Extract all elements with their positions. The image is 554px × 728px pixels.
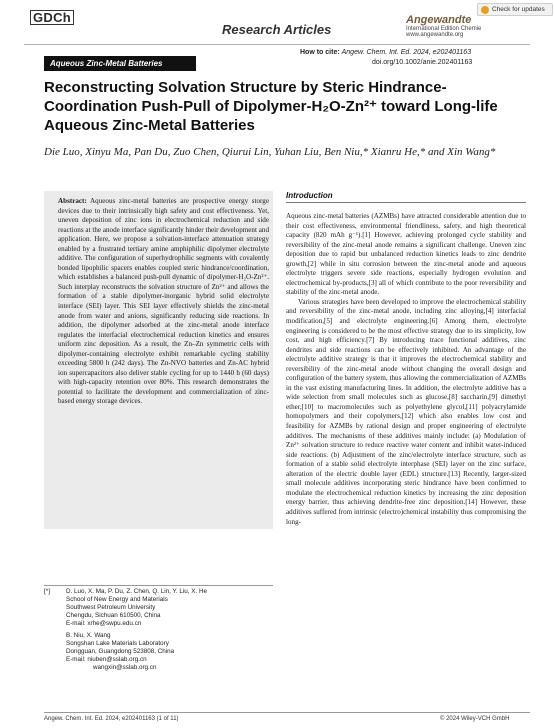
topic-tag: Aqueous Zinc-Metal Batteries: [44, 56, 196, 71]
affiliation-b-names: B. Niu, X. Wang: [66, 632, 111, 639]
abstract-label: Abstract:: [58, 197, 87, 205]
affiliation-a-line2: Southwest Petroleum University: [66, 604, 156, 611]
journal-logo: [406, 14, 516, 38]
journal-sub: International Edition Chemie: [406, 26, 482, 32]
check-for-updates-button[interactable]: [477, 3, 553, 16]
section-title: Research Articles: [222, 22, 332, 37]
affiliation-a-names: D. Luo, X. Ma, P. Du, Z. Chen, Q. Lin, Y. Liu, X. He: [66, 588, 208, 595]
footer-divider: [44, 712, 530, 713]
abstract-text: Aqueous zinc-metal batteries are prospective energy storge devices due to their intrinsically high safety and cost effectiveness. Yet, uneven deposition of zinc ions in electrochemical reduction and side reactions at the anode interface significantly hinder their development and application. Here, we propose a solvation-interface attenuation strategy enabled by a frustrated tertiary amine amphiphilic dipolymer electrolyte additive. The configuration of superhydrophilic segments with covalently bonded lipophilic spacers enables coupled steric hindrance/coordination, which establishes a balanced push-pull dynamic of dipolymer-H₂O-Zn²⁺. Such interplay reconstructs the solvation structure of Zn²⁺ and allows the formation of a stable dipolymer-inorganic hybrid solid electrolyte interface (SEI) layer. This SEI layer effectively shields the zinc-metal anode from water and anions, significantly reducing side reactions. In addition, the dipolymer adsorbed at the zinc-metal anode interface regulates the interfacial electrochemical reduction kinetics and ensures uniform zinc deposition. As a result, the Zn–Zn symmetric cells with dipolymer-containing electrolyte exhibit remarkable cycling stability exceeding 5800 h (242 days). The Zn-NVO batteries and Zn-AC hybrid ion supercapacitors also deliver stable cycling for up to 1440 h (60 days) with high-capacity retention over 80%. This research demonstrates the potential to facilitate the development and commercialization of zinc-based energy storage devices.: [58, 197, 269, 406]
affiliation-mark: [*]: [44, 588, 50, 595]
check-for-updates-label: Check for updates: [492, 6, 545, 13]
intro-paragraph-2: Various strategies have been developed to improve the electrochemical stability and reversibility of the zinc-metal anode, including zinc alloying,[4] interfacial modification,[5] and electrolyte engineering.[6] Among them, electrolyte engineering is considered to be the most effective strategy due to its simplicity, low cost, and high efficiency.[7] By introducing trace functional additives, zinc dendrites and side reactions can be effectively inhibited. An advantage of the electrolyte additive strategy is that it improves the electrochemical stability and reversibility of the zinc-metal anode without changing the overall design and configuration of the battery system, thus allowing the commercialization of AZMBs in the vast existing manufacturing lines. In addition, the electrolyte additive has a wide selection from small molecules such as glucose,[8] saccharin,[9] dimethyl ether,[10] to macromolecules such as polyethylene glycol,[11] polyacrylamide homopolymers and their copolymers,[12] which also enables low cost and feasibility for AZMBs by rational design and proper engineering of electrolyte additives. The mechanisms of these additives mainly include: (a) Modulation of Zn²⁺ solvation structure to reduce reactive water content and inhibit water-induced side reactions. (b) Adjustment of the zinc/electrolyte interface structure, such as formation of a stable solid electrolyte interphase (SEI) layer on the zinc surface, alteration of the electric double layer (EDL) structure.[13] Recently, larger-sized small molecule additives incorporating steric hindrance have been confirmed to modulate the electrochemical reduction kinetics by increasing the zinc deposition energy barrier, thus achieving dendrite-free zinc deposition.[14] However, these additives suffered from intrinsic (electro)chemical instability thus compromising the long-: [286, 297, 526, 526]
affiliation-b-email2[interactable]: wangxin@sslab.org.cn: [93, 664, 157, 671]
publisher-logo: GDCh: [30, 10, 74, 25]
affiliation-a-line1: School of New Energy and Materials: [66, 596, 168, 603]
doi-link[interactable]: doi.org/10.1002/anie.202401163: [372, 59, 473, 66]
header-divider: [24, 44, 530, 45]
journal-name: Angewandte: [406, 14, 472, 26]
update-icon: [481, 6, 489, 14]
author-list: Die Luo, Xinyu Ma, Pan Du, Zuo Chen, Qiurui Lin, Yuhan Liu, Ben Niu,* Xianru He,* and Xin Wang*: [44, 146, 496, 158]
affiliation-a-line3: Chengdu, Sichuan 610500, China: [66, 612, 161, 619]
introduction-body: [286, 212, 526, 527]
footer-citation: Angew. Chem. Int. Ed. 2024, e202401163 (1 of 11): [44, 716, 179, 722]
journal-url: www.angewandte.org: [406, 32, 464, 38]
article-title: Reconstructing Solvation Structure by Steric Hindrance-Coordination Push-Pull of Dipolymer-H₂O-Zn²⁺ toward Long-life Aqueous Zinc-Metal Batteries: [44, 79, 498, 134]
affiliation-a-email[interactable]: E-mail: xrhe@swpu.edu.cn: [66, 620, 142, 627]
footer-copyright: © 2024 Wiley-VCH GmbH: [440, 716, 510, 722]
affiliations: [44, 588, 273, 672]
citation-line-1: Angew. Chem. Int. Ed. 2024, e202401163: [341, 49, 472, 56]
intro-paragraph-1: Aqueous zinc-metal batteries (AZMBs) have attracted considerable attention due to their cost effectiveness, environmental friendliness, safety, and high theoretical capacity (820 mAh g⁻¹).[1] However, achieving prolonged cycle stability and reversibility of the zinc-metal anode remains a significant challenge. Uneven zinc deposition due to rapid but unbalanced reduction kinetics leads to zinc dendrite growth,[2] while in situ corrosion between the zinc-metal anode and aqueous electrolyte triggers severe side reactions, especially hydrogen evolution and electrochemical by-products,[3] all of which contribute to the poor reversibility and stability of the zinc-metal anode.: [286, 212, 526, 297]
citation-block: [300, 48, 530, 68]
affiliation-b-email1[interactable]: E-mail: niuben@sslab.org.cn: [66, 656, 147, 663]
abstract: [58, 197, 269, 407]
how-to-cite-label: How to cite:: [300, 49, 340, 56]
affiliation-b-line2: Dongguan, Guangdong 523808, China: [66, 648, 175, 655]
affiliation-divider: [44, 585, 273, 586]
introduction-heading: Introduction: [286, 191, 526, 203]
affiliation-b-line1: Songshan Lake Materials Laboratory: [66, 640, 169, 647]
